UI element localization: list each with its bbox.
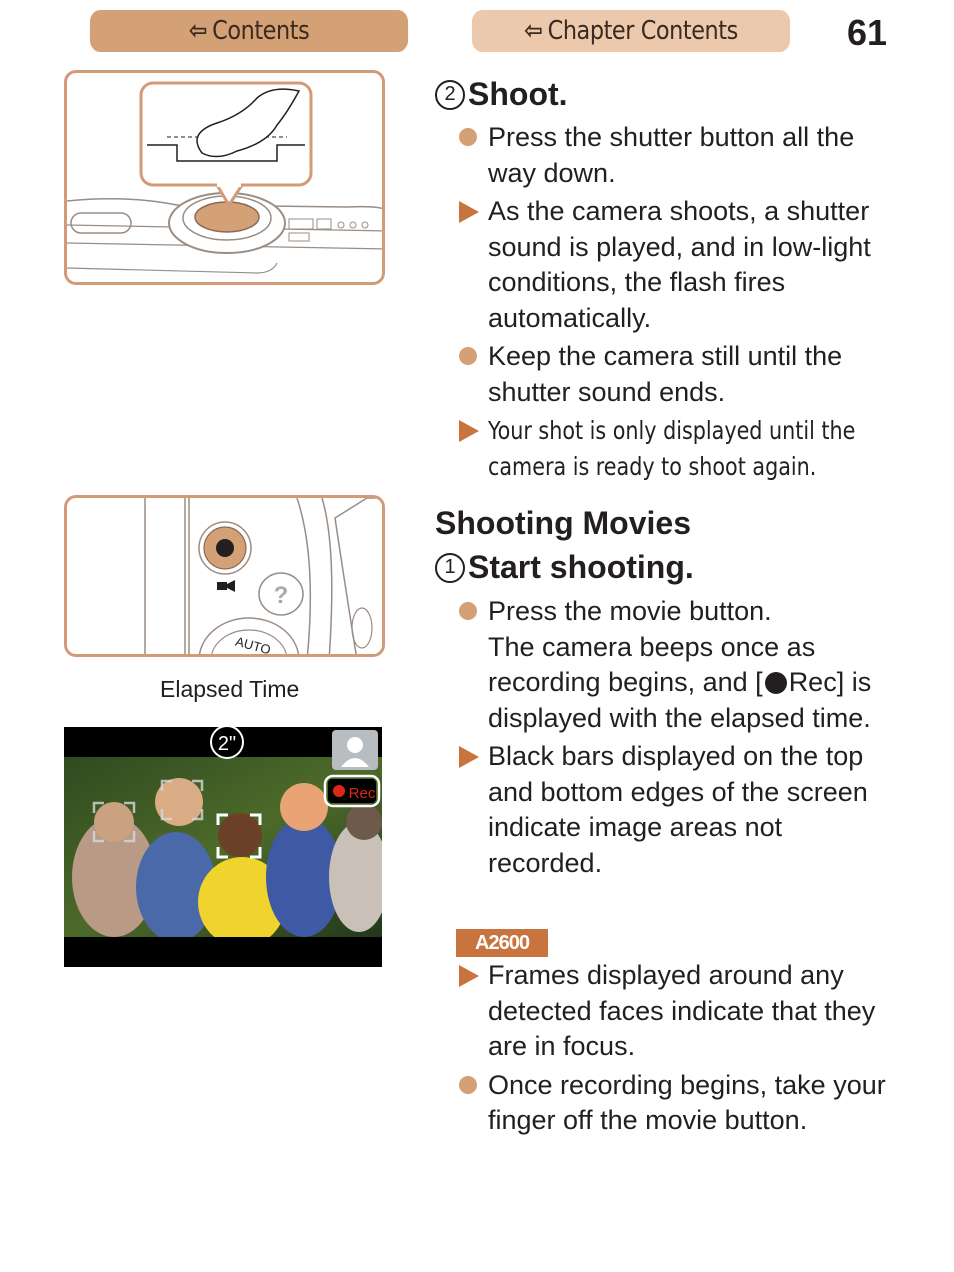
list-item: As the camera shoots, a shutter sound is played, and in low-light conditions, the flash fires automatically. [456, 194, 896, 336]
bullet-dot-icon [456, 594, 482, 629]
chapter-contents-button[interactable] [472, 10, 790, 52]
list-item: Press the shutter button all the way down. [456, 120, 896, 191]
list-item: Press the movie button. The camera beeps once as recording begins, and [ Rec] is displayed with the elapsed time. [456, 594, 896, 736]
back-arrow-icon: ⇦ [524, 16, 543, 46]
result-triangle-icon [456, 413, 482, 448]
list-item: Your shot is only displayed until the camera is ready to shoot again. [456, 413, 896, 484]
elapsed-time-value: 2" [217, 733, 237, 755]
movie-button-illustration [64, 495, 385, 657]
list-item: Once recording begins, take your finger off the movie button. [456, 1068, 896, 1139]
result-triangle-icon [456, 194, 482, 229]
step-shoot-title: Shoot. [468, 76, 568, 112]
model-badge: A2600 [456, 929, 548, 957]
step-start-title: Start shooting. [468, 549, 694, 585]
rec-dot-icon [765, 672, 787, 694]
list-item: Black bars displayed on the top and bottom edges of the screen indicate image areas not recorded. [456, 739, 896, 881]
rec-label: Rec [348, 785, 376, 802]
bullet-dot-icon [456, 120, 482, 155]
movie-instructions [456, 594, 896, 884]
shoot-instructions [456, 120, 896, 487]
step-start-heading [435, 549, 694, 586]
model-instructions [456, 958, 896, 1142]
contents-button[interactable] [90, 10, 408, 52]
shutter-button-illustration [64, 70, 385, 285]
help-glyph: ? [273, 582, 289, 609]
bullet-dot-icon [456, 339, 482, 374]
chapter-contents-label: Chapter Contents [547, 16, 738, 46]
page-number: 61 [846, 12, 888, 53]
back-arrow-icon: ⇦ [188, 16, 208, 46]
step-number-badge: 1 [435, 553, 465, 583]
result-triangle-icon [456, 739, 482, 774]
result-triangle-icon [456, 958, 482, 993]
bullet-dot-icon [456, 1068, 482, 1103]
section-title: Shooting Movies [435, 505, 691, 541]
mode-auto-label: AUTO [233, 633, 273, 658]
elapsed-time-label: Elapsed Time [160, 676, 300, 702]
list-item: Keep the camera still until the shutter sound ends. [456, 339, 896, 410]
step-shoot-heading [435, 76, 568, 113]
camera-screen [64, 727, 382, 967]
step-number-badge: 2 [435, 80, 465, 110]
contents-label: Contents [212, 16, 310, 46]
list-item: Frames displayed around any detected faces indicate that they are in focus. [456, 958, 896, 1065]
